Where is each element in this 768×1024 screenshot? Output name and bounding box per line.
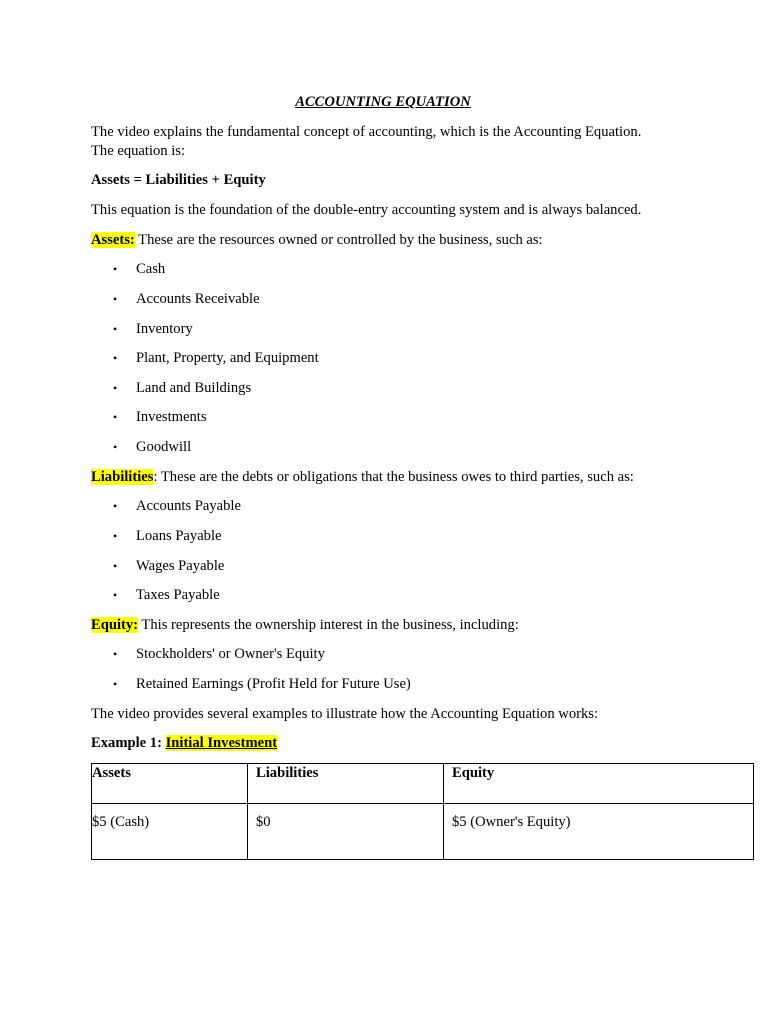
list-item: • Goodwill	[113, 439, 192, 455]
example-1-heading	[91, 734, 277, 752]
table-cell-assets: $5 (Cash)	[92, 804, 248, 860]
list-item: • Stockholders' or Owner's Equity	[113, 646, 325, 662]
list-item: • Inventory	[113, 321, 193, 337]
bullet-icon: •	[113, 588, 118, 602]
bullet-icon: •	[113, 381, 118, 395]
bullet-icon: •	[113, 499, 118, 513]
bullet-icon: •	[113, 351, 118, 365]
list-item: • Cash	[113, 261, 166, 277]
list-item: • Accounts Receivable	[113, 291, 260, 307]
assets-term: Assets:	[91, 232, 135, 248]
bullet-icon: •	[113, 292, 118, 306]
intro-line-2: The equation is:	[91, 143, 186, 159]
example-1-name: Initial Investment	[165, 735, 278, 751]
equity-term: Equity:	[91, 617, 139, 633]
table-header-equity: Equity	[444, 764, 754, 804]
examples-intro: The video provides several examples to illustrate how the Accounting Equation works:	[91, 706, 599, 722]
bullet-icon: •	[113, 647, 118, 661]
liabilities-description: : These are the debts or obligations that the business owes to third parties, such as:	[153, 469, 634, 485]
assets-description: These are the resources owned or controlled by the business, such as:	[134, 232, 543, 248]
table-row	[92, 804, 754, 860]
assets-paragraph	[91, 231, 543, 249]
list-item: • Loans Payable	[113, 528, 222, 544]
table-header-row	[92, 764, 754, 804]
foundation-paragraph: This equation is the foundation of the double-entry accounting system and is always balanced.	[91, 202, 642, 218]
bullet-icon: •	[113, 559, 118, 573]
bullet-icon: •	[113, 440, 118, 454]
equity-description: This represents the ownership interest in the business, including:	[138, 617, 519, 633]
equation-statement: Assets = Liabilities + Equity	[91, 172, 266, 188]
example-1-label: Example 1:	[91, 735, 166, 751]
bullet-icon: •	[113, 322, 118, 336]
liabilities-term: Liabilities	[91, 469, 154, 485]
table-cell-equity: $5 (Owner's Equity)	[444, 804, 754, 860]
bullet-icon: •	[113, 410, 118, 424]
table-cell-liabilities: $0	[248, 804, 444, 860]
list-item: • Land and Buildings	[113, 380, 252, 396]
list-item: • Wages Payable	[113, 558, 225, 574]
list-item: • Investments	[113, 409, 207, 425]
list-item: • Retained Earnings (Profit Held for Future Use)	[113, 676, 411, 692]
table-header-liabilities: Liabilities	[248, 764, 444, 804]
bullet-icon: •	[113, 677, 118, 691]
equity-paragraph	[91, 616, 519, 634]
list-item: • Accounts Payable	[113, 498, 241, 514]
example-1-table	[91, 763, 754, 860]
list-item: • Taxes Payable	[113, 587, 220, 603]
bullet-icon: •	[113, 262, 118, 276]
list-item: • Plant, Property, and Equipment	[113, 350, 319, 366]
table-header-assets: Assets	[92, 764, 248, 804]
liabilities-paragraph	[91, 468, 634, 486]
intro-line-1: The video explains the fundamental concept of accounting, which is the Accounting Equation.	[91, 124, 642, 140]
bullet-icon: •	[113, 529, 118, 543]
document-title: ACCOUNTING EQUATION	[295, 94, 471, 110]
